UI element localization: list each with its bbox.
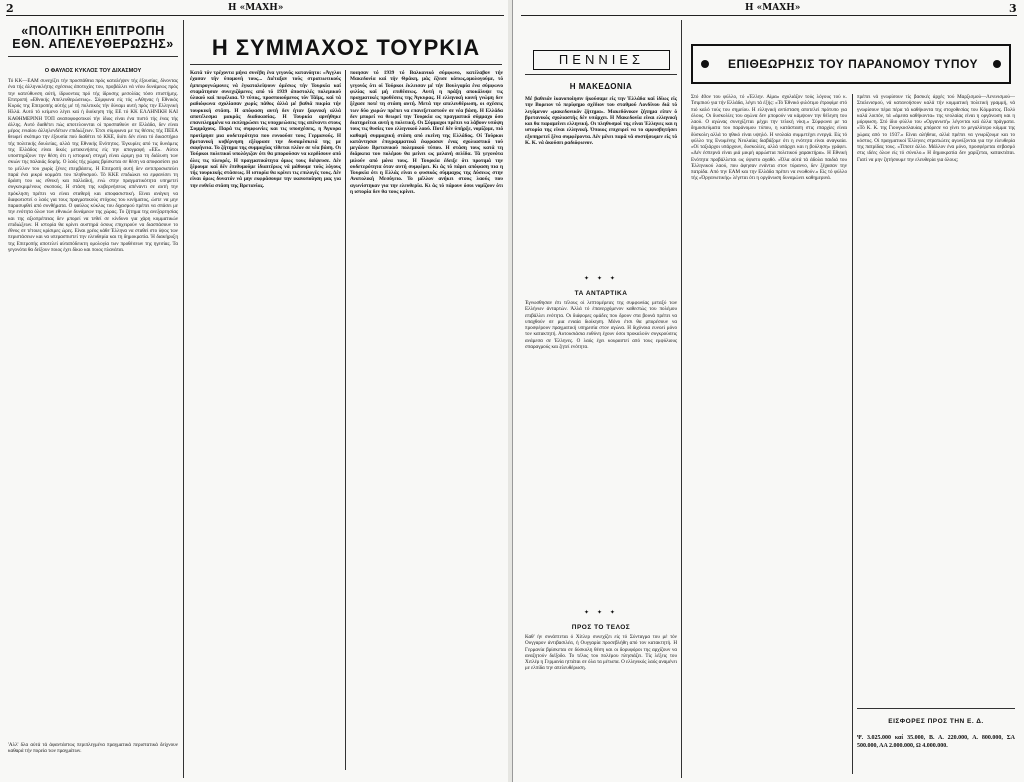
column-divider <box>852 94 853 774</box>
article2-col1 <box>190 70 341 770</box>
section-telos: ΠΡΟΣ ΤΟ ΤΕΛΟΣ <box>571 624 631 631</box>
pennies-title: ΠΕΝΝΙΕΣ <box>558 52 645 67</box>
divider <box>190 64 502 65</box>
article1-footnote <box>8 742 178 778</box>
section-stars: ✦ ✦ ✦ <box>584 609 618 616</box>
article2-col2 <box>350 70 503 770</box>
review-col2-text: πρέπει νά γνωρίσουν τίς βασικές άρχές τού Μαρξισμού—Λενινισμού—Σταλινισμού, νά κατανοήσουν καλά τήν κομματική πολιτική γραμμή, νά γνωρίσουν πέρα πέρα τά καθήκοντα της στοχοθεσίας του Κόμματος. Πολύ καλά λοιπόν, τά «άμεσα καθήκοντα» της νεολαίας είναι η οργάνωση και η μόρφωση. Στό ίδιο φύλλο του «Οργανωτή» λέγονται καί άλλα πράγματα. «Τό Κ. Κ. της Γιουγκοσλαυίας μπόρεσε να γίνει το μεγαλύτερο κόμμα της χώρας από το 1937.» Είναι αλήθεια, αλλά πρέπει να γνωρίζουμε και το κόστος. Οί πραγματικοί Έλληνες στρατιώτες αγωνίζονται για την ελευθερία της πατρίδας τους. «Τίποτε άλλο. Μάλλον ένα μόνο, προσφέρεται σεβασμό στις ιδέες όλων είς τό σύνολο.» Η δημοκρατία δεν χαρίζεται, κατακτάται. Γιατί να μην ζητήσουμε την ελευθερία για όλους; <box>857 94 1015 163</box>
top-rule-right <box>521 15 1017 16</box>
review-col1-text: Στό 40ον του φύλλο, τό «Έλλην. Αίμα» σχολιάζον τούς λόγους τού κ. Τσιμπιού για τήν Ελλάδα, λέγει τά έξής: «Τό Έθνικό φιλότιμο έτροφίμε στό πιό καλό τούς του σημείου. Η ελληνική αντίσταση αποτελεί πρότυπο για όλους. Οι δυσκολίες του αγώνα δεν μπορούν να κάμψουν την θέληση του λαού. Ο αγώνας συνεχίζεται μέχρι την τελική νίκη.» Σύμφωνα με τα δημοσιεύματα του παράνομου τύπου, η κατάσταση στις επαρχίες είναι δύσκολη αλλά το ηθικό είναι υψηλό. Η νεολαία συμμετέχει ενεργά. Είς τό φύλλο της Ενωμένης Νεολαίας διαβάζομε ότι η ενότητα είναι αναγκαία. «Οί ταξιάρχοι υπάρχουν, δυσκολίες, αλλά υπάρχει και η βούληση» γράφει. «Δέν έσπερνά είναι μιά μικρή αρρώστια πολιτικού χαρακτήρα». Η Εθνική Ενότητα προβάλλεται ως ύψιστο αγαθό. «Όλα αύτά τά άδολα παιδιά του Έλληνικού λαού, που άφησαν ενάντια στον τύραννο, δεν ξέχασαν την πατρίδα. Από την ΕΑΜ και την Ελλάδα πρέπει να ενωθούν.» Είς τό φύλλο τής «Όργανωτικής» λέγεται ότι η οργάνωση δυναμώνει καθημερινά. <box>691 94 847 182</box>
running-head-right: Η «ΜΑΧΗ» <box>745 3 801 13</box>
pennies-body1-text: Μέ βαθειάν ίκανοποίησιν ήκούσαμε είς την Έλλάδα καί ίδίως είς την Βορειον τό περίφημο σχέδιον του σταθμού Λονδίνου διά τό λεγόμενον «μακεδονικόν ζήτημα». Μακεδόνικον ζήτημα είπεν ό βρετανικός σχολιαστής δέν υπάρχει. Η Μακεδονία είναι ελληνική και θα παραμείνει ελληνική. Οι πληθυσμοί της είναι Έλληνες και η ιστορία της είναι ελληνική. Όποιος επιχειρεί να το αμφισβητήσει εξυπηρετεί ξένα συμφέροντα. Δέν μένει παρά νά συστήσωμεν είς τό Κ. Κ. νά άκούσει ραδιόφωνον. <box>525 96 677 146</box>
article2-col1-text: Κατά τόν τρέχοντα μήνα συνέβη ένα γεγονός κατανόητο: «Άγγλοι έχασαν τήν ύπομονή τους... Διέταξαν τούς στρατιωτικούς έμπειρογνώμονες νά έγκαταλείψουν όμέσως τήν Τουρκία καί σταμάτησαν συνεχιζόμενες από τό 1939 άποστολές πολεμικού ύλικού καί πεφέλαια. Ό τύπος, προσποιούμενος τόν Τάϊμς, καί τά ραδιόφωνα σχολίασαν χωρίς πάθος άλλά μέ βαθιά πικρία τήν τουρκική στάση. Η απόφαση αυτή δεν ήταν ξαφνική αλλά αποτέλεσμα μακράς διαδικασίας. Η Τουρκία αρνήθηκε επανειλημμένα να εκπληρώσει τις υποχρεώσεις της απέναντι στους Συμμάχους. Παρά τις συμφωνίες και τις υποσχέσεις, η Άγκυρα προτίμησε μια ουδετερότητα που ευνοούσε τους Γερμανούς. Η βρετανική κυβέρνηση εξέφρασε την δυσαρέσκειά της με σαφήνεια. Το ζήτημα της συμμαχίας τίθεται πλέον σε νέα βάση. Οι Τούρκοι πολιτικοί υπολόγιζαν ότι θα μπορούσαν να κερδίσουν από όλες τις πλευρές. Η πραγματικότητα όμως τους διέψευσε. Δέν ξέρουμε καί δέν έπιθυμούμε ίδιαιτέρως νά μάθουμε τούς λόγους τής τουρκικής στάσεως. Η ιστορία θα κρίνει τις επιλογές τους. Δέν είναι όμως δυνατόν νά μην εκφράσουμε την ικανοποίηση μας για την ευθεία στάση της Βρετανίας. <box>190 70 341 189</box>
article2-col2-text: ποιησαν τό 1939 τό Βαλκανικό σύμφωνο, κατέλαβον τήν Μακεδονία καί τήν Θράκη, μάς έζνισε κόπως,ομολογούμε, τό γεγονός ότι οί Τούρκοι έκλεισαν μέ τήν Βουλγαρία ένα σύμφωνο φιλίας καί μή επιθέσεως. Αυτή η πράξη αποκάλυψε τις πραγματικές προθέσεις της Άγκυρας. Η ελληνική κοινή γνώμη δεν ξέχασε ποτέ τη στάση αυτή. Μετά την απελευθέρωση, οι σχέσεις των δύο χωρών πρέπει να επανεξεταστούν σε νέα βάση. Η Ελλάδα δεν μπορεί να θεωρεί την Τουρκία ως πραγματικό σύμμαχο όσο διατηρείται αυτή η πολιτική. Οι Σύμμαχοι πρέπει να λάβουν υπόψη τους τις θυσίες του ελληνικού λαού. Ποτέ δέν ύπήρξε, νομίζομε, πιό καθαρή συμμαχική στάση από εκείνη της Ελλάδος. Οί Τούρκοι κατάντησαν έπιγραμματικά έκφρασαν ένας σχολιαστικό τού μεγάλου Βρετανικού πολεμικού τύπου. Η στάση τους κατά τη διάρκεια του πολέμου θα μείνει ως μελανή σελίδα. Τά γεγονότα μιλούν από μόνα τους. Η Τουρκία έδειξε ότι προτιμά την ουδετερότητα όταν αυτή συμφέρει. Κι άς τό πάρει απόφαση πια η Τουρκία ότι η Ελλάς είναι ο φυσικός σύμμαχος της Δύσεως στην Ανατολική Μεσόγειο. Το μέλλον ανήκει στους λαούς που αγωνίστηκαν για την ελευθερία. Κι άς τό πάρουν όσοι νομίζουν ότι η ιστορία δεν θα τους κρίνει. <box>350 70 503 195</box>
article1-headline-line1: «ΠΟΛΙΤΙΚΗ ΕΠΙΤΡΟΠΗ <box>21 24 165 38</box>
column-divider <box>183 20 184 778</box>
review-header: ΕΠΙΘΕΩΡΗΣΙΣ ΤΟΥ ΠΑΡΑΝΟΜΟΥ ΤΥΠΟΥ <box>727 57 979 71</box>
bullet-dot <box>993 60 1001 68</box>
pennies-body2 <box>525 300 677 604</box>
section-stars: ✦ ✦ ✦ <box>584 275 618 282</box>
divider <box>8 56 178 57</box>
pennies-body3-text: Καθ' ήν συνάπτεται ό Χίτλερ συνεχίζει είς τό Σύνταγμα του μέ τόν Ουγγαρον άντιβασιλέα, ή Ουγγαρία προσεβλήθη από τον κατακτητή. Η Γερμανία βρίσκεται σε δύσκολη θέση και οι δορυφόροι της αρχίζουν να αναζητούν διέξοδο. Το τέλος του πολέμου πλησιάζει. Τίς λέξεις του Χιτλέρ η Γερμανία ηττάται σε όλα τα μέτωπα. Ο ελληνικός λαός αναμένει με ελπίδα την απελευθέρωση. <box>525 634 677 672</box>
article1-body-text: Τό ΚΚ—ΕΑΜ συνεχίζει τήν προσπάθεια πρός καταλήψεν τής έξουσίας, δίνοντας ένα τής άλληνικλήτης σχέσεως άποτυχίες του, προβάλλει νά νέου δυνάμεως πρός την κατεύθυνση αύτή, ίδρυοντας πρό τής ίδρυσης μεσολίας τόσο επιστήμης. Επιτροπή «Εθνικής Απελευθερώσεως». Σύμφωνα είς τός «Αθηνας ή Εθνικός Κυρός της Επιτροπής αύτής μέ τή πολιτικός τήν δύναμι αυτή πρός την Ελληνική Ηλλά. Αυτό τό κείμενο λέγει καί ή διοίκηση τής ΕΕ τό ΚΚ ΕΛΛΗΝΙΚΗ ΚΑΙ ΚΑΘΗΜΕΡΙΝΗ ΤΟΠ αναποφοφοτικοί τήν ίδιος είναι ένα πιστό τής ένας τής άλλης. Αυτό διαθέτει πώς αποτελουνται οί προσπαθούν σε Ελλάδα, δεν είναι μέρος ενιαίου άλληλενδέτων επιδιώξεων. Έτσι σύμφωνα με τις θέσεις τής ΠΕΕΑ θεωρεί σκόπιμο την έξουσία πού διαθέτει τό ΚΚΕ, διότι δέν είναι τό δικαστήριο τής πολιτικής δουλείας, αλλά της Εθνικής Ενότητος. Έγκυρίες από τις δυνάμεις της Ελλάδος είναι δικός μετακινήσεις είς την απογραφή «ΕΕ». Αύτοι υποστηρίζουν την θέση ότι η ιστορική στιγμή είναι ώριμη για τη διάλυση των σκιών της παλαιάς δομής. Ο λαός τής χώρας βρίσκεται σε θέση να αποφασίσει για το μέλλον του χωρίς ξένες επεμβάσεις. Η Επιτροπή αυτή δεν αντιπροσωπεύει παρά ένα μικρό κομμάτι του πληθυσμού. Τό ΚΚΕ επιδιώκει να εμφανίσει τη δράση του ως εθνική και παλλαϊκή, ενώ στην πραγματικότητα υπηρετεί συγκεκριμένους σκοπούς. Η στάση της κυβερνήσεως απέναντι σε αυτή την πρόκληση πρέπει να είναι σταθερή και αποφασιστική. Είναι ανάγκη να διαφωτιστεί ο λαός για τους πραγματικούς στόχους του κινήματος, ώστε να μην παρασυρθεί από συνθήματα. Ο φαύλος κύκλος του διχασμού πρέπει να σπάσει με την ενότητα όλων των εθνικών δυνάμεων της χώρας. Το ζήτημα της ανεξαρτησίας και της αξιοπρέπειας δεν μπορεί να τεθεί σε κίνδυνο για χάρη κομματικών επιδιώξεων. Η ιστορία θα κρίνει αυστηρά όσους επιχειρούν να διασπάσουν το έθνος σε τέτοιες κρίσιμες ώρες. Είναι χρέος κάθε Έλληνα να σταθεί στο ύψος των περιστάσεων και να υπερασπιστεί την ελευθερία και τη δημοκρατία. Ή διακήρυξη της Επιτροπής αποτελεί αύταπόδεικτη ομολογία των προθέσεων της ηγεσίας. Τα γεγονότα θα δείξουν ποιος έχει δίκιο και ποιος πλανάται. <box>8 78 178 253</box>
page-number-right: 3 <box>1009 2 1017 15</box>
article1-subhead: Ο ΦΑΥΛΟΣ ΚΥΚΛΟΣ ΤΟΥ ΔΙΧΑΣΜΟΥ <box>44 68 142 74</box>
contributions-text: Ψ. 3.025.000 καί 35.000, Β. Α. 220.000, Α. 800.000, ΣΑ 500.000, ΑΑ 2.000.000, Ω 4.000.000. <box>857 735 1015 749</box>
article1-headline <box>8 25 178 51</box>
column-divider <box>681 20 682 778</box>
pennies-body1 <box>525 96 677 268</box>
review-header-box <box>691 44 1011 84</box>
article2-headline: Η ΣΥΜΜΑΧΟΣ ΤΟΥΡΚΙΑ <box>211 35 481 60</box>
divider <box>525 74 677 75</box>
article1-headline-line2: ΕΘΝ. ΑΠΕΛΕΥΘΕΡΩΣΗΣ» <box>12 37 174 51</box>
pennies-body2-text: Έγνωσθησαν έπι τέλους οί λεπτομέρειες της συμφωνίας μεταξύ των Ελλήνων άνταρτών. Άλλά τό έπανερχόμενον καθεστώς του πολέμου επιβάλλει ενότητα. Οι διάφορες ομάδες που δρουν στα βουνά πρέπει να υπαχθούν σε μια ενιαία διοίκηση. Μόνο έτσι θα μπορέσουν να προσφέρουν πραγματική υπηρεσία στον αγώνα. Η διχόνοια ευνοεί μόνο τον κατακτητή. Αυτουσιάσια ευθύνη έχουν όσοι προκαλούν συγκρούσεις ανάμεσα σε Έλληνες. Ο λαός έχει κουραστεί από τους εμφύλιους σπαραγμούς και ζητεί ενότητα. <box>525 300 677 350</box>
section-antartika: ΤΑ ΑΝΤΑΡΤΙΚΑ <box>574 290 628 297</box>
review-col2 <box>857 94 1015 702</box>
page-number-left: 2 <box>6 2 14 15</box>
bullet-dot <box>701 60 709 68</box>
pennies-title-box <box>533 50 670 70</box>
contributions-title: ΕΙΣΦΟΡΕΣ ΠΡΟΣ ΤΗΝ Ε. Δ. <box>888 718 984 725</box>
divider <box>857 708 1015 709</box>
article1-footnote-text: 'Αλλ' δλα αύτά τά άφαντάστως περιπλεγμένα πραγματικά περιστατικά δείχνουν καθαρά τήν πορεία των πραγμάτων. <box>8 742 178 755</box>
column-divider <box>345 70 346 770</box>
top-rule-left <box>6 15 504 16</box>
review-col1 <box>691 94 847 774</box>
article1-body <box>8 78 178 738</box>
pennies-body3 <box>525 634 677 774</box>
right-page <box>512 0 1024 782</box>
running-head-left: Η «ΜΑΧΗ» <box>228 3 284 13</box>
contributions-text-box <box>857 734 1015 776</box>
section-macedonia: Η ΜΑΚΕΔΟΝΙΑ <box>569 82 633 91</box>
